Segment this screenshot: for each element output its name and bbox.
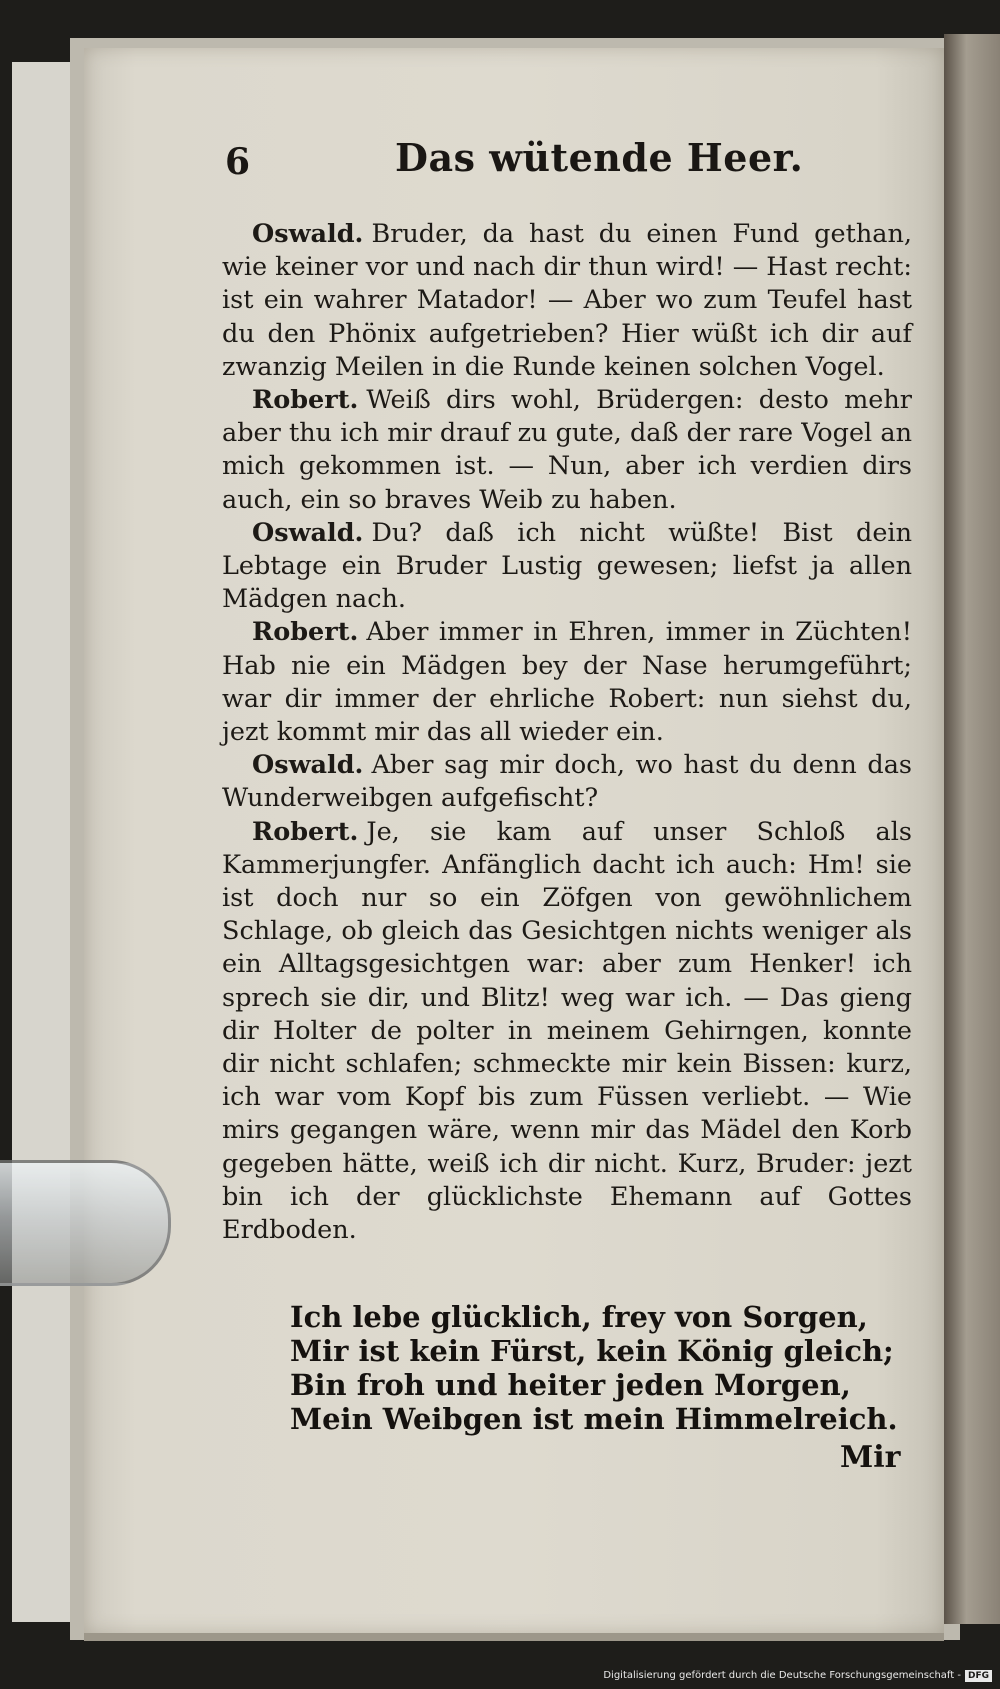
page-header	[225, 135, 905, 195]
dialogue-line: Aber sag mir doch, wo hast du denn das Wunderweibgen aufgefischt?	[222, 750, 912, 814]
verse-line: Mir ist kein Fürst, kein König gleich;	[290, 1334, 894, 1368]
dialogue-text	[222, 218, 912, 1247]
dfg-logo: DFG	[965, 1670, 992, 1682]
speaker-name: Robert.	[252, 816, 359, 847]
speaker-name: Oswald.	[252, 750, 364, 781]
dialogue-paragraph	[222, 816, 912, 1248]
verse-stanza	[290, 1300, 910, 1436]
page-number: 6	[225, 141, 251, 183]
dialogue-line: Weiß dirs wohl, Brüdergen: desto mehr aber thu ich mir drauf zu gute, daß der rare Vogel an mich gekommen ist. — Nun, aber ich verdien dirs auch, ein so braves Weib zu haben.	[222, 385, 912, 515]
digitization-credit	[603, 1670, 992, 1682]
catchword: Mir	[840, 1440, 901, 1475]
page-clamp	[0, 1160, 171, 1286]
page-edge-right	[944, 34, 1000, 1624]
verse-line: Mein Weibgen ist mein Himmelreich.	[290, 1402, 898, 1436]
dialogue-paragraph	[222, 384, 912, 517]
verse-line: Bin froh und heiter jeden Morgen,	[290, 1368, 851, 1402]
speaker-name: Oswald.	[252, 219, 364, 249]
dialogue-paragraph	[222, 218, 912, 384]
speaker-name: Robert.	[252, 617, 359, 648]
page-edge-bottom	[84, 1633, 944, 1641]
dialogue-line: Je, sie kam auf unser Schloß als Kammerjungfer. Anfänglich dacht ich auch: Hm! sie ist doch nur so ein Zöfgen von gewöhnlichem Schlage, ob gleich das Gesichtgen nichts weniger als ein Alltagsgesichtgen war: aber zum Henker! ich sprech sie dir, und Blitz! weg war ich. — Das gieng dir Holter de polter in meinem Gehirngen, konnte dir nicht schlafen; schmeckte mir kein Bissen: kurz, ich war vom Kopf bis zum Füssen verliebt. — Wie mirs gegangen wäre, wenn mir das Mädel den Korb gegeben hätte, weiß ich dir nicht. Kurz, Bruder: jezt bin ich der glücklichste Ehemann auf Gottes Erdboden.	[222, 816, 912, 1246]
credit-text: Digitalisierung gefördert durch die Deutsche Forschungsgemeinschaft -	[603, 1670, 961, 1681]
dialogue-paragraph	[222, 749, 912, 815]
verse-line: Ich lebe glücklich, frey von Sorgen,	[290, 1300, 868, 1334]
running-title: Das wütende Heer.	[395, 135, 804, 180]
dialogue-line: Du? daß ich nicht wüßte! Bist dein Lebtage ein Bruder Lustig gewesen; liefst ja allen Mädgen nach.	[222, 517, 912, 615]
speaker-name: Oswald.	[252, 517, 364, 548]
dialogue-paragraph	[222, 517, 912, 617]
dialogue-paragraph	[222, 616, 912, 749]
dialogue-line: Aber immer in Ehren, immer in Züchten! Hab nie ein Mädgen bey der Nase herumgeführt; war dir immer der ehrliche Robert: nun siehst du, jezt kommt mir das all wieder ein.	[222, 617, 912, 748]
speaker-name: Robert.	[252, 385, 359, 416]
dialogue-line: Bruder, da hast du einen Fund gethan, wie keiner vor und nach dir thun wird! — Hast recht: ist ein wahrer Matador! — Aber wo zum Teufel hast du den Phönix aufgetrieben? Hier wüßt ich dir auf zwanzig Meilen in die Runde keinen solchen Vogel.	[222, 219, 913, 382]
